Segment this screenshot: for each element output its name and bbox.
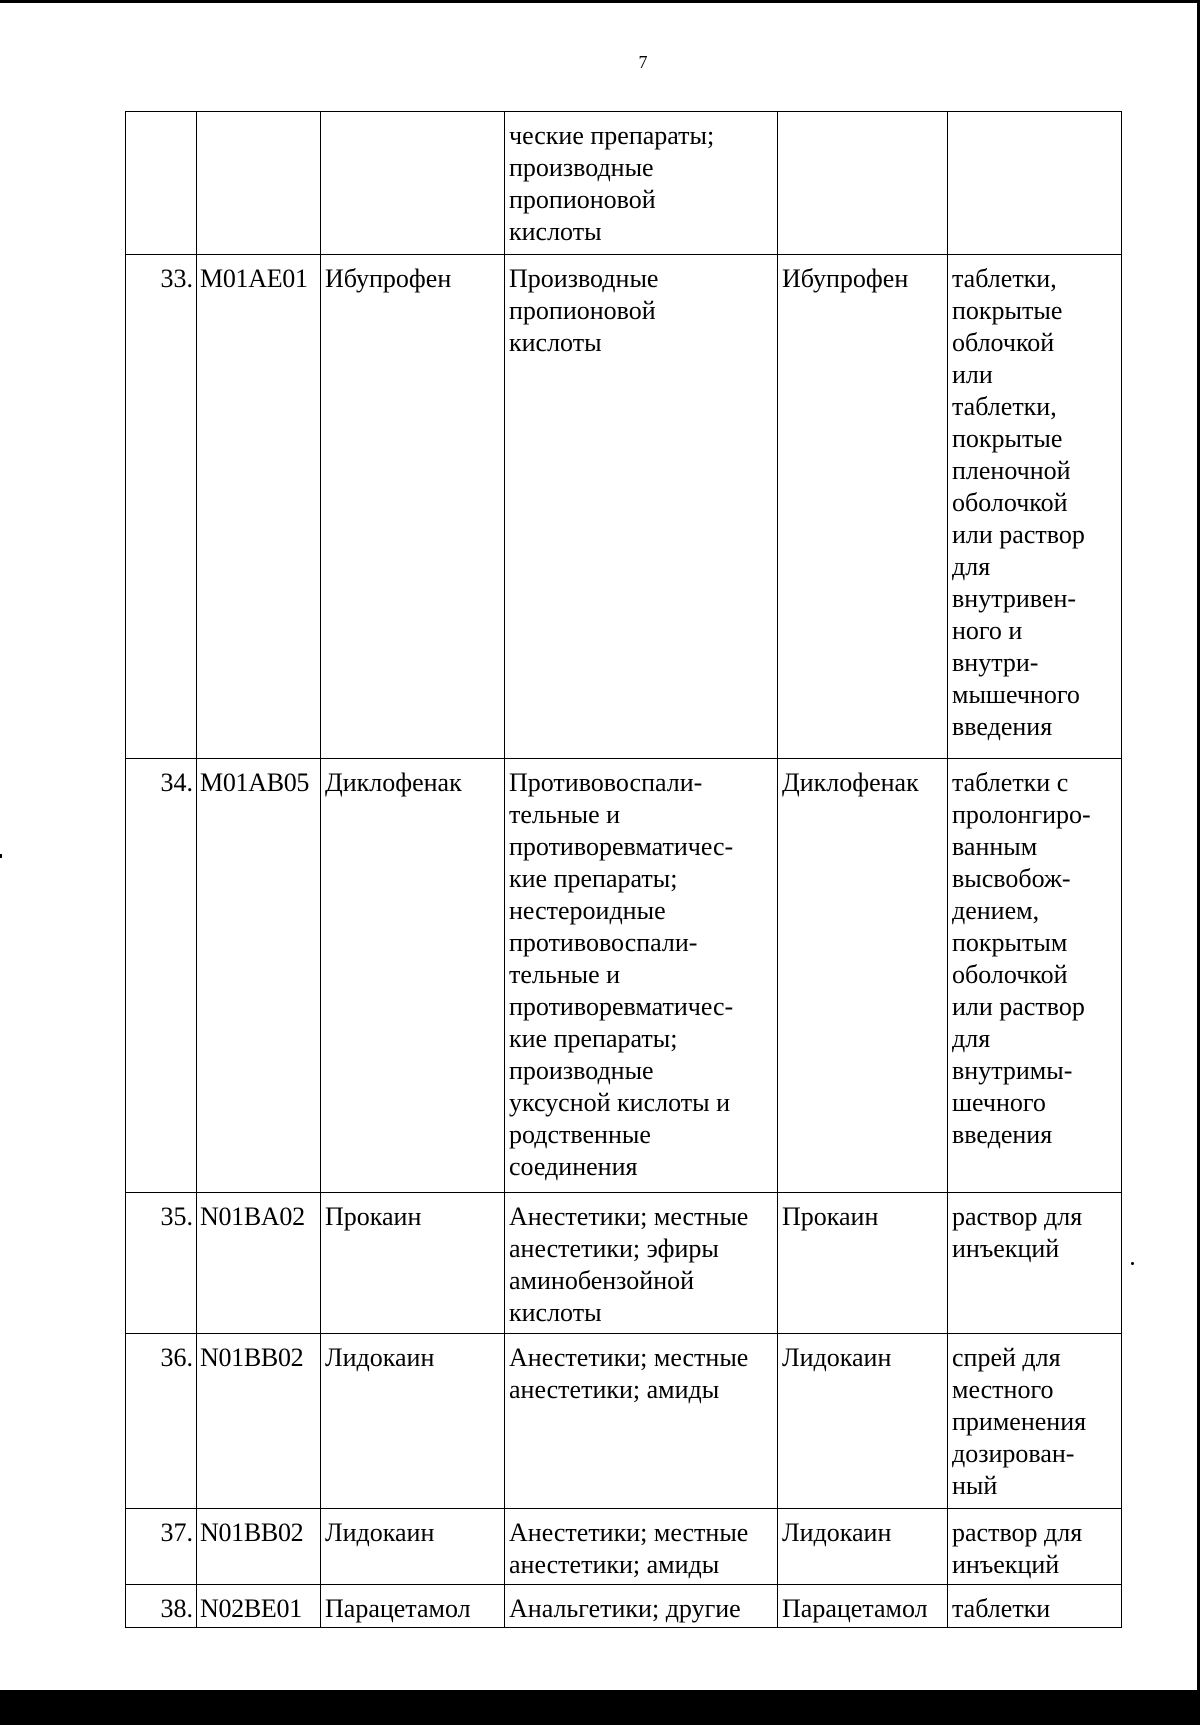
group-line: пропионовой bbox=[509, 296, 656, 325]
page-edge bbox=[0, 0, 1200, 3]
trade-name: Диклофенак bbox=[778, 759, 948, 1193]
table-row bbox=[126, 255, 1122, 759]
dosage-form bbox=[948, 1509, 1122, 1585]
pharmacological-group bbox=[505, 1334, 778, 1509]
form-line: дозирован- bbox=[952, 1439, 1075, 1468]
group-line: Анальгетики; другие bbox=[509, 1594, 741, 1623]
row-number: 38. bbox=[126, 1585, 197, 1628]
form-line: высвобож- bbox=[952, 864, 1071, 893]
group-line: нестероидные bbox=[509, 896, 666, 925]
form-line: ванным bbox=[952, 832, 1038, 861]
form-line: для bbox=[952, 1024, 991, 1053]
group-line: кие препараты; bbox=[509, 1024, 678, 1053]
form-line: покрытые bbox=[952, 296, 1063, 325]
group-line: соединения bbox=[509, 1152, 638, 1181]
inn-name bbox=[321, 112, 505, 255]
group-line: тельные и bbox=[509, 800, 621, 829]
group-line: производные bbox=[509, 153, 654, 182]
form-line: пленочной bbox=[952, 456, 1071, 485]
scan-border bbox=[0, 1690, 1200, 1725]
group-line: кислоты bbox=[509, 217, 602, 246]
form-line: внутривен- bbox=[952, 584, 1077, 613]
table-body bbox=[126, 112, 1122, 1628]
table-row bbox=[126, 1334, 1122, 1509]
atc-code bbox=[197, 112, 321, 255]
form-line: раствор для bbox=[952, 1518, 1083, 1547]
form-line: шечного bbox=[952, 1088, 1046, 1117]
dosage-form bbox=[948, 1193, 1122, 1334]
row-number: 36. bbox=[126, 1334, 197, 1509]
form-line: местного bbox=[952, 1375, 1054, 1404]
trade-name: Прокаин bbox=[778, 1193, 948, 1334]
page-number: 7 bbox=[638, 52, 648, 72]
trade-name: Парацетамол bbox=[778, 1585, 948, 1628]
group-line: Противовоспали- bbox=[509, 768, 703, 797]
row-number bbox=[126, 112, 197, 255]
drug-list-table bbox=[125, 111, 1122, 1628]
group-line: Анестетики; местные bbox=[509, 1518, 749, 1547]
group-line: кие препараты; bbox=[509, 864, 678, 893]
table-row bbox=[126, 1193, 1122, 1334]
group-line: противоревматичес- bbox=[509, 832, 734, 861]
group-line: анестетики; амиды bbox=[509, 1375, 720, 1404]
inn-name: Ибупрофен bbox=[321, 255, 505, 759]
atc-code: N01BA02 bbox=[197, 1193, 321, 1334]
row-number: 34. bbox=[126, 759, 197, 1193]
group-line: анестетики; амиды bbox=[509, 1550, 720, 1579]
form-line: таблетки, bbox=[952, 264, 1057, 293]
atc-code: M01AE01 bbox=[197, 255, 321, 759]
group-line: уксусной кислоты и bbox=[509, 1088, 731, 1117]
group-line: тельные и bbox=[509, 960, 621, 989]
form-line: применения bbox=[952, 1407, 1087, 1436]
form-line: или раствор bbox=[952, 520, 1085, 549]
form-line: таблетки bbox=[952, 1594, 1051, 1623]
trade-name: Лидокаин bbox=[778, 1509, 948, 1585]
dosage-form bbox=[948, 759, 1122, 1193]
dosage-form bbox=[948, 1334, 1122, 1509]
pharmacological-group bbox=[505, 759, 778, 1193]
group-line: противоревматичес- bbox=[509, 992, 734, 1021]
group-line: пропионовой bbox=[509, 185, 656, 214]
form-line: дением, bbox=[952, 896, 1040, 925]
form-line: спрей для bbox=[952, 1343, 1061, 1372]
form-line: оболочкой bbox=[952, 488, 1068, 517]
scan-mark bbox=[0, 854, 2, 858]
group-line: противовоспали- bbox=[509, 928, 698, 957]
pharmacological-group bbox=[505, 1193, 778, 1334]
group-line: ческие препараты; bbox=[509, 121, 715, 150]
inn-name: Парацетамол bbox=[321, 1585, 505, 1628]
group-line: Производные bbox=[509, 264, 659, 293]
form-line: для bbox=[952, 552, 991, 581]
dosage-form bbox=[948, 112, 1122, 255]
form-line: или bbox=[952, 360, 993, 389]
form-line: инъекций bbox=[952, 1234, 1060, 1263]
form-line: ного и bbox=[952, 616, 1023, 645]
group-line: производные bbox=[509, 1056, 654, 1085]
form-line: облочкой bbox=[952, 328, 1055, 357]
table-row bbox=[126, 759, 1122, 1193]
form-line: введения bbox=[952, 1120, 1053, 1149]
pharmacological-group bbox=[505, 1585, 778, 1628]
form-line: введения bbox=[952, 712, 1053, 741]
table-row bbox=[126, 1585, 1122, 1628]
atc-code: M01AB05 bbox=[197, 759, 321, 1193]
group-line: Анестетики; местные bbox=[509, 1202, 749, 1231]
inn-name: Прокаин bbox=[321, 1193, 505, 1334]
table-row bbox=[126, 1509, 1122, 1585]
form-line: мышечного bbox=[952, 680, 1080, 709]
form-line: покрытым bbox=[952, 928, 1068, 957]
form-line: оболочкой bbox=[952, 960, 1068, 989]
form-line: раствор для bbox=[952, 1202, 1083, 1231]
form-line: пролонгиро- bbox=[952, 800, 1091, 829]
dosage-form bbox=[948, 1585, 1122, 1628]
trade-name: Лидокаин bbox=[778, 1334, 948, 1509]
form-line: таблетки, bbox=[952, 392, 1057, 421]
form-line: внутримы- bbox=[952, 1056, 1073, 1085]
group-line: аминобензойной bbox=[509, 1266, 695, 1295]
form-line: инъекций bbox=[952, 1550, 1060, 1579]
row-number: 33. bbox=[126, 255, 197, 759]
pharmacological-group bbox=[505, 255, 778, 759]
pharmacological-group bbox=[505, 1509, 778, 1585]
row-number: 37. bbox=[126, 1509, 197, 1585]
form-line: таблетки с bbox=[952, 768, 1069, 797]
pharmacological-group bbox=[505, 112, 778, 255]
group-line: кислоты bbox=[509, 328, 602, 357]
group-line: Анестетики; местные bbox=[509, 1343, 749, 1372]
inn-name: Диклофенак bbox=[321, 759, 505, 1193]
atc-code: N02BE01 bbox=[197, 1585, 321, 1628]
group-line: кислоты bbox=[509, 1298, 602, 1327]
form-line: покрытые bbox=[952, 424, 1063, 453]
atc-code: N01BB02 bbox=[197, 1509, 321, 1585]
trade-name: Ибупрофен bbox=[778, 255, 948, 759]
row-number: 35. bbox=[126, 1193, 197, 1334]
inn-name: Лидокаин bbox=[321, 1509, 505, 1585]
dosage-form bbox=[948, 255, 1122, 759]
table-row bbox=[126, 112, 1122, 255]
form-line: внутри- bbox=[952, 648, 1039, 677]
form-line: или раствор bbox=[952, 992, 1085, 1021]
group-line: анестетики; эфиры bbox=[509, 1234, 719, 1263]
form-line: ный bbox=[952, 1471, 998, 1500]
group-line: родственные bbox=[509, 1120, 651, 1149]
inn-name: Лидокаин bbox=[321, 1334, 505, 1509]
scan-mark bbox=[1131, 1262, 1134, 1265]
trade-name bbox=[778, 112, 948, 255]
atc-code: N01BB02 bbox=[197, 1334, 321, 1509]
